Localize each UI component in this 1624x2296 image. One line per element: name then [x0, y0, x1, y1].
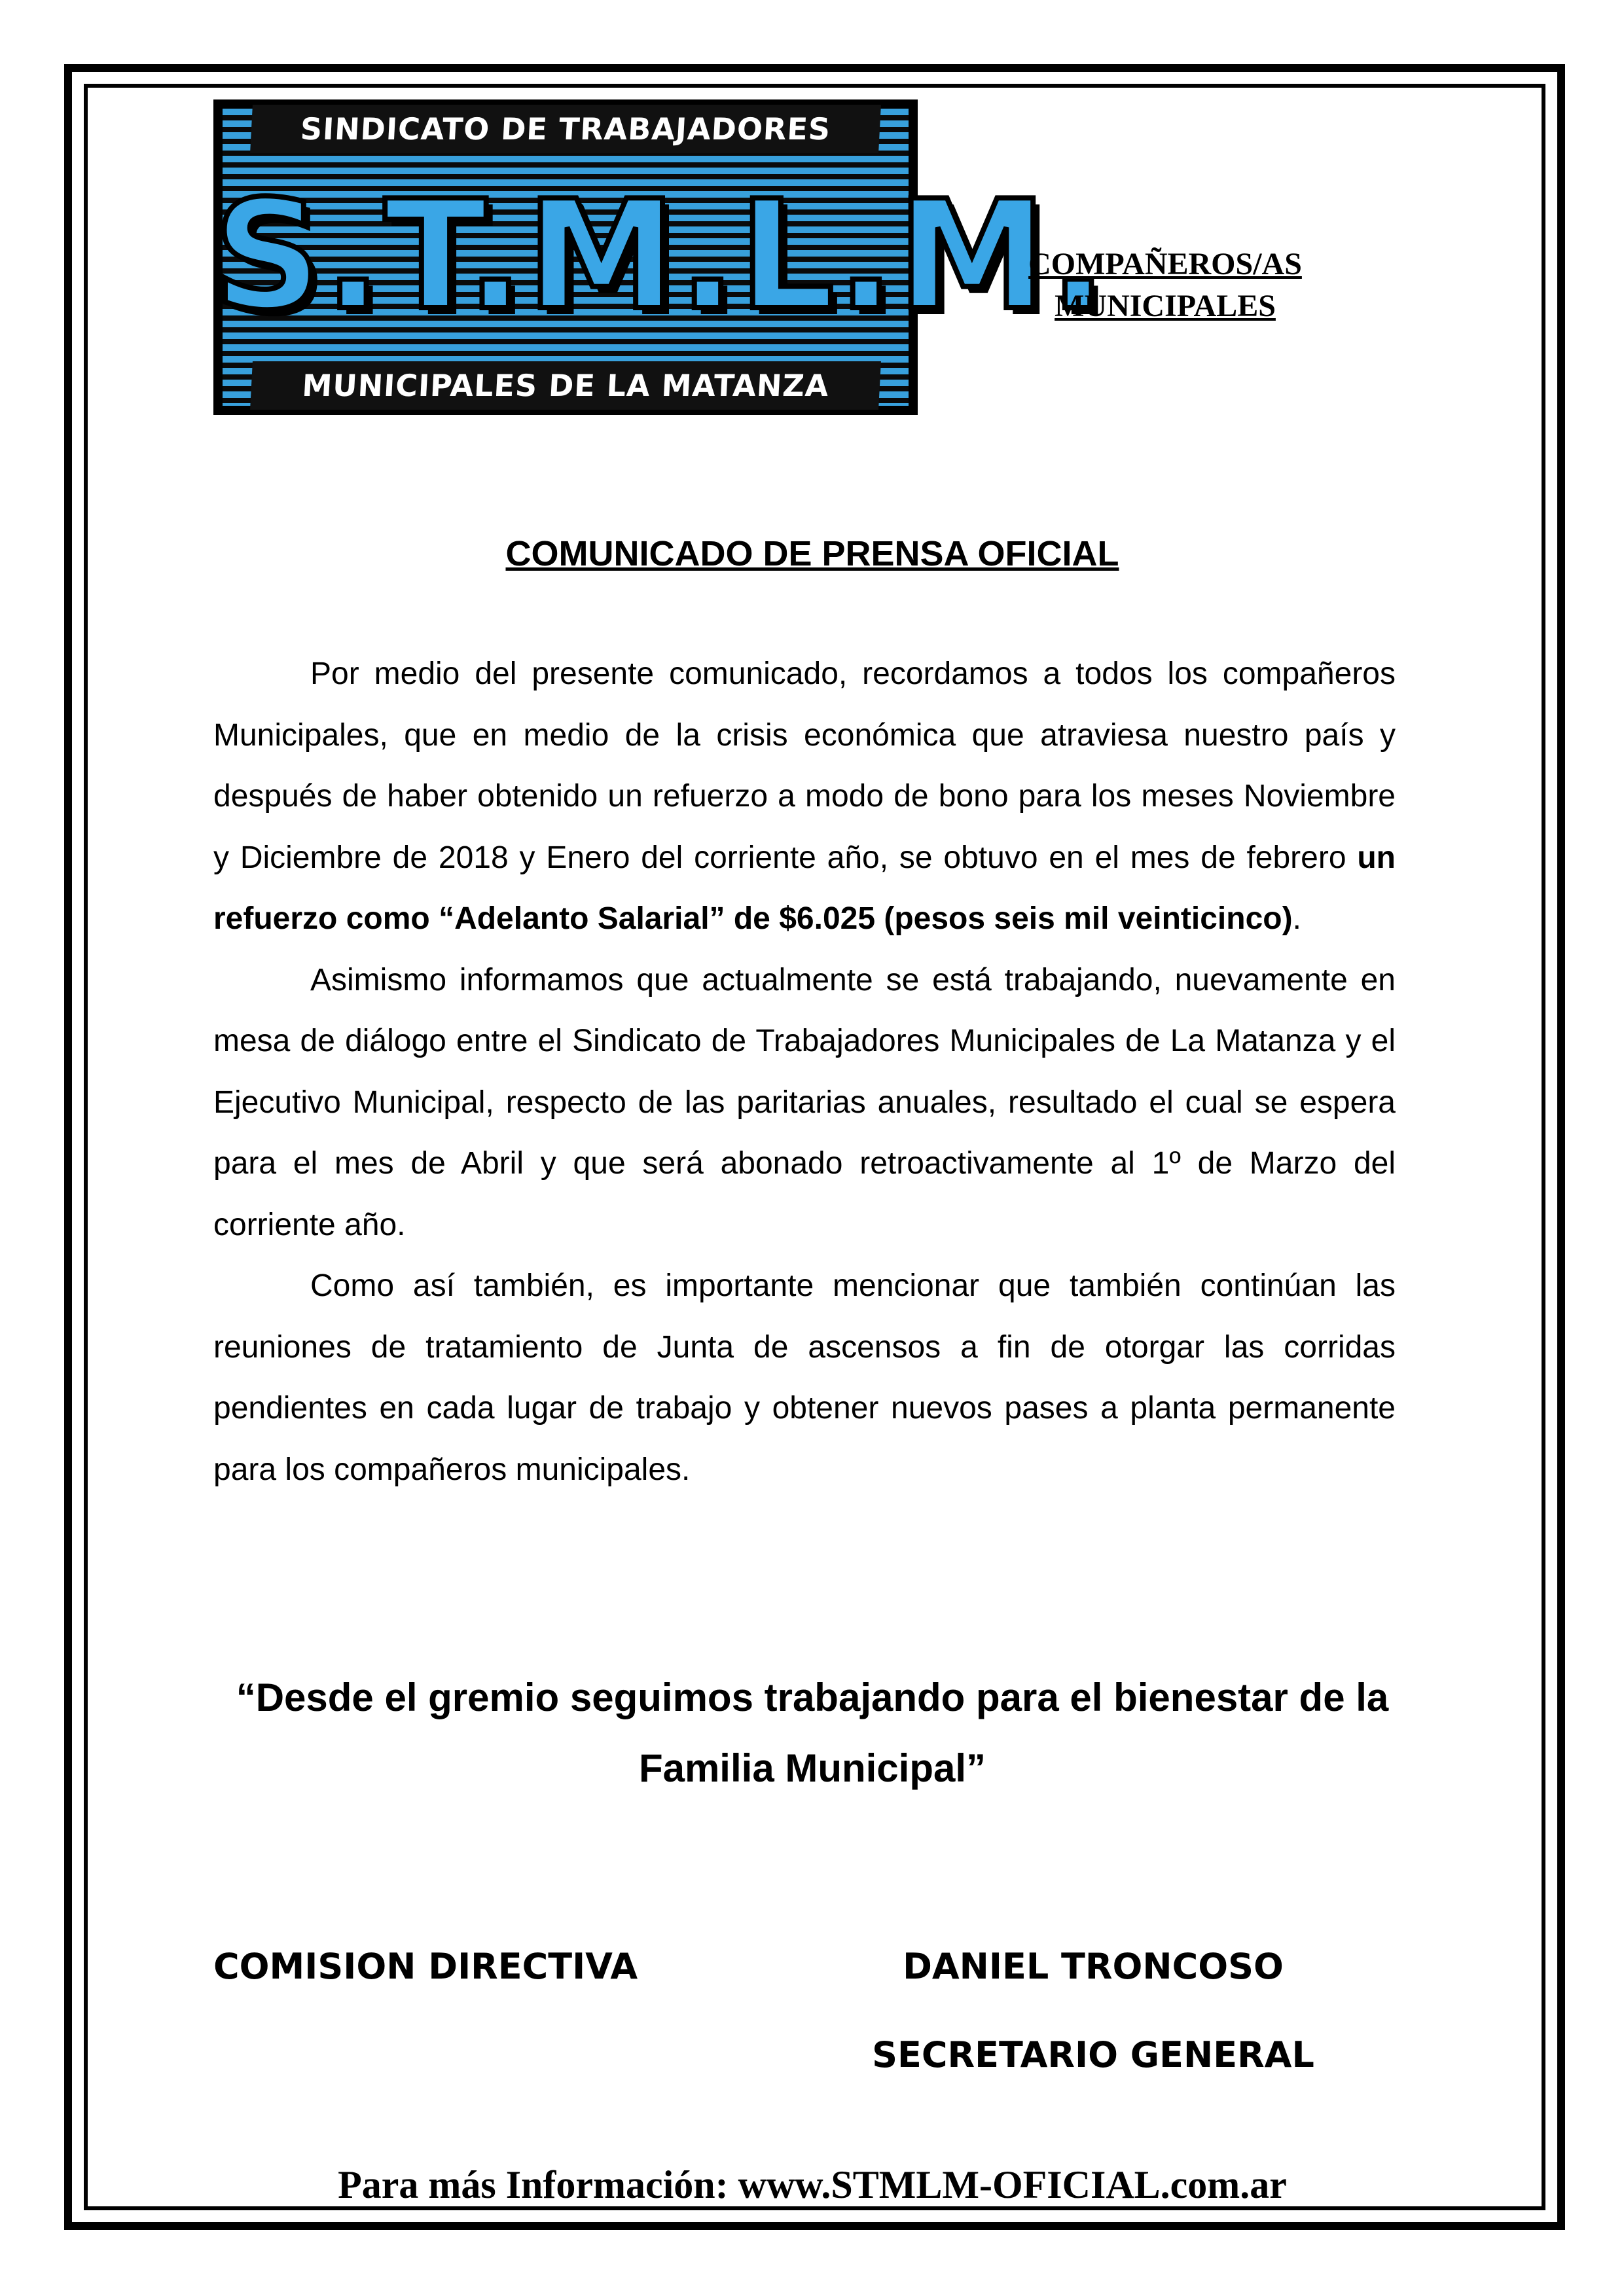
closing-quote: “Desde el gremio seguimos trabajando para el bienestar de la Familia Municipal”	[236, 1676, 1389, 1790]
footer-info: Para más Información: www.STMLM-OFICIAL.com.ar	[338, 2163, 1287, 2206]
signature-left: COMISION DIRECTIVA	[213, 1946, 638, 1987]
header-addressee	[943, 243, 1388, 327]
paragraph-1	[213, 643, 1396, 950]
union-logo	[213, 99, 1110, 415]
header-line-1: COMPAÑEROS/AS	[1028, 247, 1302, 281]
logo-acronym: S.T.M.L.M.	[213, 169, 1110, 344]
signature-right	[871, 1941, 1316, 2081]
logo-top-text: SINDICATO DE TRABAJADORES	[250, 105, 881, 153]
signature-name: DANIEL TRONCOSO	[903, 1946, 1284, 1987]
paragraph-2: Asimismo informamos que actualmente se está trabajando, nuevamente en mesa de diálogo entre el Sindicato de Trabajadores Municipales de La Matanza y el Ejecutivo Municipal, respecto de las paritarias anuales, resultado el cual se espera para el mes de Abril y que será abonado retroactivamente al 1º de Marzo del corriente año.	[213, 962, 1396, 1242]
header-line-2: MUNICIPALES	[1055, 289, 1276, 323]
paragraph-3: Como así también, es importante mencionar que también continúan las reuniones de tratamiento de Junta de ascensos a fin de otorgar las corridas pendientes en cada lugar de trabajo y obtener nuevos pases a planta permanente para los compañeros municipales.	[213, 1268, 1396, 1487]
logo-bottom-text: MUNICIPALES DE LA MATANZA	[250, 361, 881, 410]
paragraph-1-highlight: un refuerzo como “Adelanto Salarial” de $6.025 (pesos seis mil veinticinco)	[213, 840, 1396, 936]
signature-role: SECRETARIO GENERAL	[872, 2034, 1314, 2075]
body-text	[213, 643, 1396, 1500]
document-title: COMUNICADO DE PRENSA OFICIAL	[505, 534, 1119, 573]
paragraph-1-end: .	[1292, 901, 1301, 936]
paragraph-1-text: Por medio del presente comunicado, recordamos a todos los compañeros Municipales, que en medio de la crisis económica que atraviesa nuestro país y después de haber obtenido un refuerzo a modo de bono para los meses Noviembre y Diciembre de 2018 y Enero del corriente año, se obtuvo en el mes de febrero	[213, 656, 1396, 875]
